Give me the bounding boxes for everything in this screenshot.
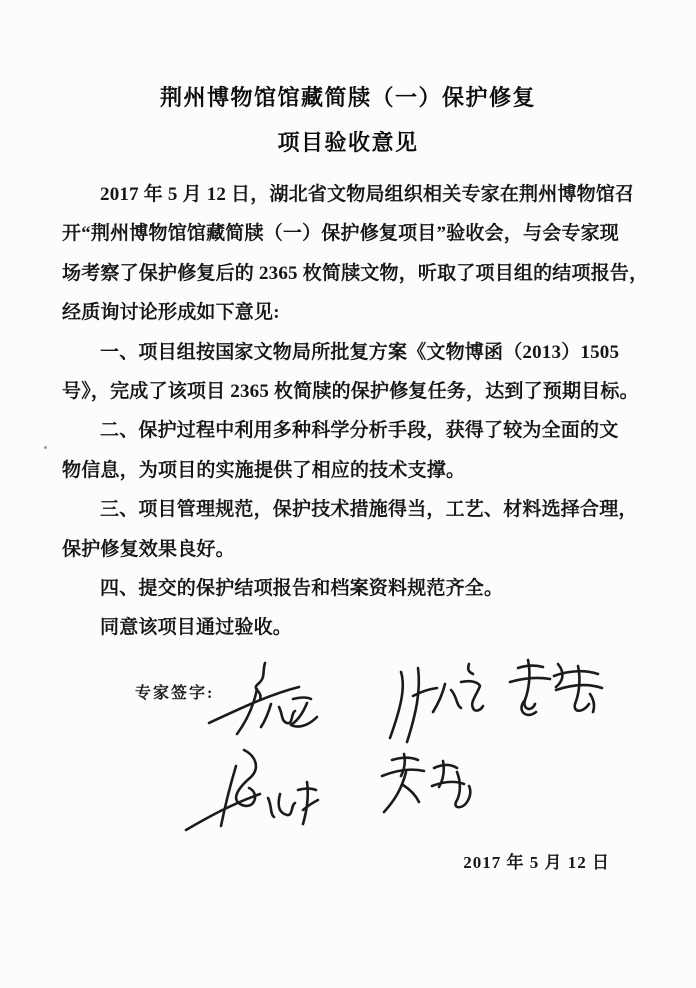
body-line-8: 物信息，为项目的实施提供了相应的技术支撑。 [62, 459, 466, 481]
body-line-12: 同意该项目通过验收。 [100, 617, 293, 639]
body-line-1: 2017 年 5 月 12 日，湖北省文物局组织相关专家在荆州博物馆召 [100, 184, 635, 205]
body-line-9: 三、项目管理规范，保护技术措施得当，工艺、材料选择合理， [100, 499, 638, 521]
document-body [0, 175, 649, 648]
handwritten-signature-4 [180, 744, 320, 844]
body-line-3: 场考察了保护修复后的 2365 枚简牍文物，听取了项目组的结项报告， [62, 262, 649, 284]
document-date: 2017 年 5 月 12 日 [463, 852, 610, 872]
scan-speck [44, 446, 47, 449]
document-title-line2: 项目验收意见 [277, 131, 419, 156]
document-title [0, 76, 696, 166]
body-line-5: 一、项目组按国家文物局所批复方案《文物博函（2013）1505 [100, 341, 620, 363]
body-line-6: 号》，完成了该项目 2365 枚简牍的保护修复任务，达到了预期目标。 [62, 381, 639, 403]
signature-section [0, 654, 696, 846]
expert-signature-label: 专家签字: [135, 684, 215, 702]
document-title-line1: 荆州博物馆馆藏简牍（一）保护修复 [159, 86, 536, 111]
body-line-7: 二、保护过程中利用多种科学分析手段，获得了较为全面的文 [100, 420, 619, 442]
handwritten-signature-1 [205, 659, 325, 754]
body-line-4: 经质询讨论形成如下意见: [62, 302, 280, 324]
handwritten-signature-5 [372, 752, 482, 827]
body-line-10: 保护修复效果良好。 [62, 538, 235, 560]
handwritten-signature-3 [498, 654, 608, 739]
body-line-2: 开“荆州博物馆馆藏简牍（一）保护修复项目”验收会，与会专家现 [62, 223, 620, 245]
body-line-11: 四、提交的保护结项报告和档案资料规范齐全。 [100, 578, 504, 600]
handwritten-signature-2 [385, 658, 485, 755]
